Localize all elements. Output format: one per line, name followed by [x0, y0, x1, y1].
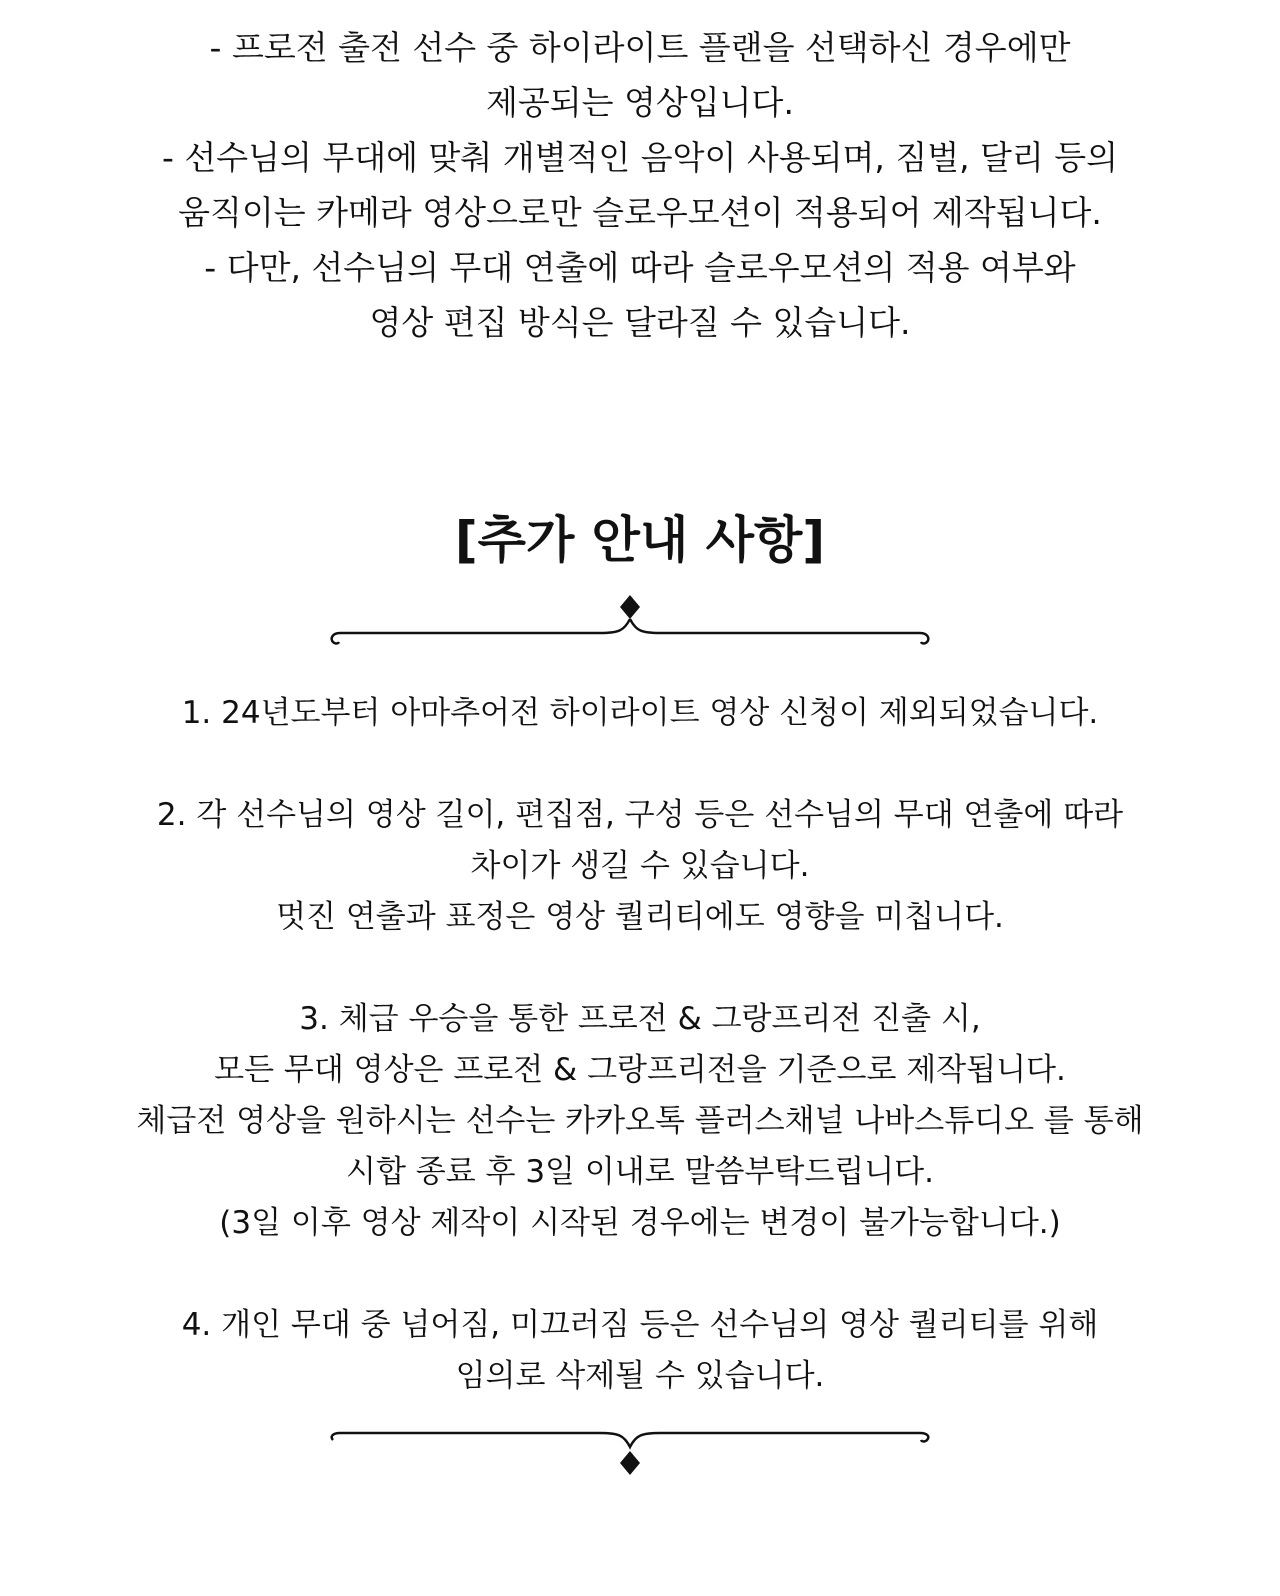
notice-line: 모든 무대 영상은 프로전 & 그랑프리전을 기준으로 제작됩니다.	[214, 1052, 1066, 1088]
notice-line: 4. 개인 무대 중 넘어짐, 미끄러짐 등은 선수님의 영상 퀄리티를 위해	[181, 1307, 1099, 1343]
spacer	[0, 739, 1280, 790]
notice-line: 2. 각 선수님의 영상 길이, 편집점, 구성 등은 선수님의 무대 연출에 따라	[156, 797, 1124, 833]
notice-line: 임의로 삭제될 수 있습니다.	[455, 1358, 825, 1394]
intro-line: - 다만, 선수님의 무대 연출에 따라 슬로우모션의 적용 여부와	[204, 248, 1076, 287]
intro-block	[0, 20, 1280, 350]
intro-line: 제공되는 영상입니다.	[486, 83, 794, 122]
notice-line: 차이가 생길 수 있습니다.	[470, 848, 810, 884]
notice-line: 멋진 연출과 표정은 영상 퀄리티에도 영향을 미칩니다.	[276, 899, 1004, 935]
notice-line: 1. 24년도부터 아마추어전 하이라이트 영상 신청이 제외되었습니다.	[181, 695, 1099, 731]
notice-line: (3일 이후 영상 제작이 시작된 경우에는 변경이 불가능합니다.)	[219, 1205, 1061, 1241]
intro-line: 움직이는 카메라 영상으로만 슬로우모션이 적용되어 제작됩니다.	[178, 193, 1102, 232]
divider-ornament-top-icon	[330, 595, 950, 665]
spacer	[0, 943, 1280, 994]
notice-line: 3. 체급 우승을 통한 프로전 & 그랑프리전 진출 시,	[299, 1001, 981, 1037]
intro-line: - 프로전 출전 선수 중 하이라이트 플랜을 선택하신 경우에만	[209, 28, 1071, 67]
notice-line: 체급전 영상을 원하시는 선수는 카카오톡 플러스채널 나바스튜디오 를 통해	[136, 1103, 1144, 1139]
section-title: [추가 안내 사항]	[454, 511, 826, 569]
intro-line: - 선수님의 무대에 맞춰 개별적인 음악이 사용되며, 짐벌, 달리 등의	[161, 138, 1119, 177]
notice-line: 시합 종료 후 3일 이내로 말씀부탁드립니다.	[346, 1154, 934, 1190]
divider-ornament-bottom-icon	[330, 1425, 950, 1495]
spacer	[0, 1249, 1280, 1300]
notice-list	[0, 688, 1280, 1402]
intro-line: 영상 편집 방식은 달라질 수 있습니다.	[369, 303, 911, 342]
